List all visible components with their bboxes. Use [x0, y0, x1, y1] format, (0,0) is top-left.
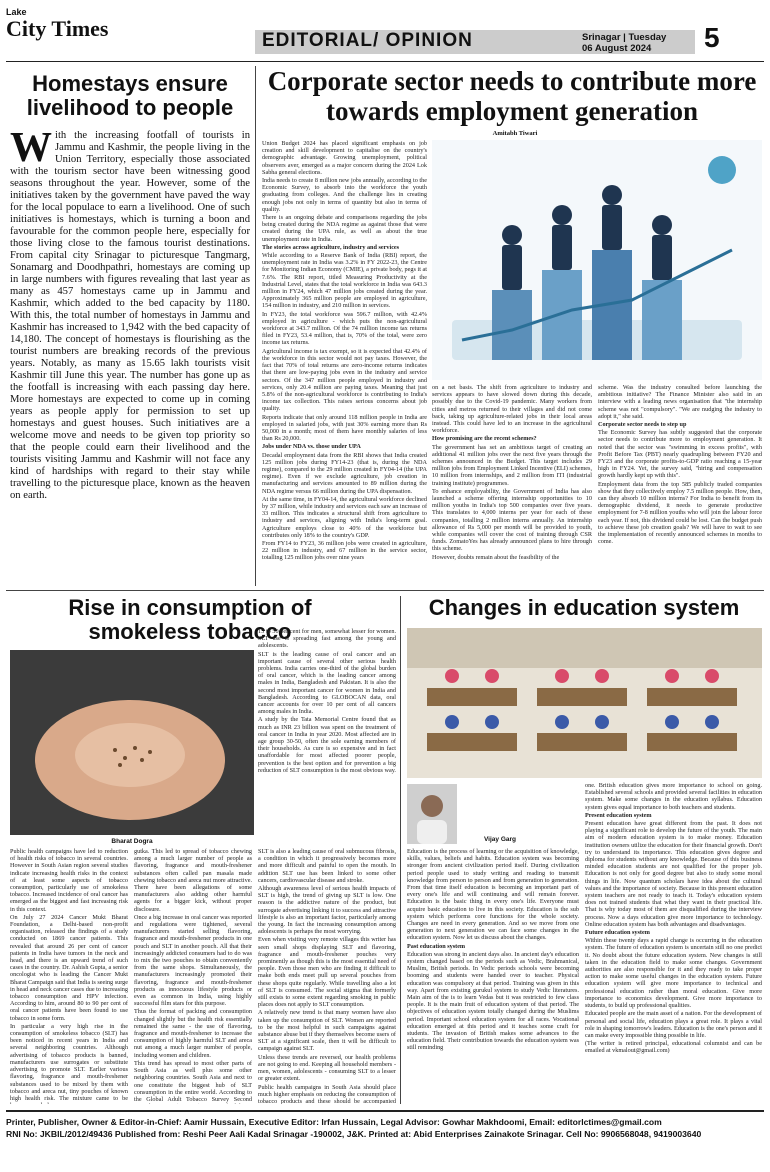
article-paragraph: Present education have great different from the past. It does not playing a significant role to develop the future of the youth. The main aim of modern education system is to make money. Education institution owners utilize the education for their financial growth. Don't try to understand its importance. This education gives degree and diploma for students without any knowledge. Because of this business minded education students are not qualified for the proper job. Education is not only for good degree but also to study some moral things in life. Now quantum scholars have idea about the cultural values and the importance of society. Because in this present education system teachers are not ready to teach it. Today's education system does not trained students that what they want in their practical life. That is why today most of them are disqualified during the interview process. Now a days education give more importance to technology. Online education system has both advantages and disadvantages. [585, 820, 762, 928]
article-paragraph: gutka. This led to spread of tobacco chewing among a much larger number of people as flavoring, fragrance and mouth-freshener substances often called pan masala made chewing tobacco and areca nut more attractive. There have been allegations of some manufacturers also adding other harmful agents for a bigger kick, without proper disclosure. [134, 848, 252, 913]
article-paragraph: Educated people are the main asset of a nation. For the development of personal and social life, education plays a great role. It plays a vital role in shaping tomorrow's leaders. Education is the one's person and it can make every impossible thing possible in life. [585, 1010, 762, 1039]
article-paragraph: Public health campaigns have led to reduction of health risks of tobacco in several countries. However in South Asian region several studies indicate increasing health risks in the context of at least some aspects of tobacco consumption, particularly use of smokeless tobacco. Increased incidence of oral cancer has emerged as the biggest and fast increasing risk in this context. [10, 848, 128, 913]
imprint-line2: RNI No: JKBIL/2012/49436 Published from: Reshi Peer Aali Kadal Srinagar -190002, J&K. Printed at: Abid Enterprises Zainakote Srinagar. Cell No: 9906568048, 9419003640 [6, 1129, 702, 1139]
article-paragraph: The government has set an ambitious target of creating an additional 41 million jobs over the next five years through the schemes announced in the Budget. This target includes 29 million jobs from Employment Linked Incentive (ELI) schemes, 10 million from internships, and 2 million from ITI (industrial training institute) programmes. [432, 443, 592, 487]
article-paragraph: (The writer is retired principal, educational columnist and can be emailed at vkmalout@gmail.com) [585, 1040, 762, 1055]
tobacco-article-col1 [258, 628, 396, 848]
article-paragraph: Within these twenty days a rapid change is occurring in the education system. The future of education system is uncertain still no one predict it. No doubt about the future education system. New changes is still taken in the education field to make some changes. Government authorities are also responsible for it and they ready to take proper action to make some useful changes in the education system. Future education system will give more importance to technical and professional education rather than moral education. Give more importance to economics development. Give more importance to students, to build up professional qualities. [585, 937, 762, 1010]
article-paragraph: Even when visiting very remote villages this writer has seen small shops displaying SLT and flavoring, fragrance and mouth-freshener pouches very prominently as though this is the most essential need of people. Even those men who are finding it difficult to make both ends meet pull up several pouches from these shops quite regularly. While travelling also a lot of SLT is consumed. The social stigma that formerly still exists to some extent regarding smoking in public places does not apply to SLT consumption. [258, 936, 396, 1009]
article-paragraph: Corporate sector needs to step up [598, 421, 687, 429]
section-divider [6, 590, 764, 591]
lower-column-divider [400, 596, 401, 1104]
main-article-col2 [432, 384, 592, 580]
business-people-illustration [432, 140, 762, 380]
article-paragraph: On July 27 2024 Cancer Mukt Bharat Foundation, a Delhi-based non-profit organisation, released the findings of a study conducted on 1869 cancer patients. This revealed that around 26 per cent of cancer patients in India have tumors in the neck and head, and there is an upward trend of such cases in the country. Dr. Ashish Gupta, a senior oncologist who is leading the Cancer Mukt Bharat Campaign said that India is seeing surge in head and neck cancer cases due to increasing tobacco consumption and HPV infection. According to him, around 80 to 90 per cent of oral cancer patients have been found to use tobacco in some form. [10, 913, 128, 1022]
article-paragraph: From FY14 to FY23, 36 million jobs were created in agriculture, 22 million in industry, and 67 million in the service sector, totalling 125 million jobs over nine years [262, 539, 427, 562]
tobacco-article-col2 [10, 848, 128, 1104]
column-divider [255, 66, 256, 586]
article-paragraph: Reports indicate that only around 118 million people in India are employed in salaried jobs, with just 30% earning more than Rs 50,000 in a month; most of them have monthly salaries of less than Rs 20,000. [262, 413, 427, 443]
education-author-caption: Vijay Garg [483, 836, 517, 843]
main-byline: Amitabh Tiwari [492, 130, 538, 137]
tobacco-article-col4 [258, 848, 396, 1104]
tobacco-article-col3 [134, 848, 252, 1104]
education-article-col2 [585, 782, 762, 1104]
article-paragraph: Unless these trends are reversed, our health problems are not going to end. Keeping all household members - men, women, adolescents - consuming SLT to a lesser or greater extent. [258, 1053, 396, 1083]
logo-title: City Times [6, 16, 109, 41]
newspaper-logo [6, 8, 136, 58]
drop-cap: W [10, 130, 52, 171]
article-paragraph: Present education system [585, 811, 652, 819]
tobacco-hand-photo [10, 650, 254, 835]
editorial-text: ith the increasing footfall of tourists in Jammu and Kashmir, the people living in the Union Territory, especially those associated with the tourism sector have been witnessing good seasons throughout the year. However, some of the initiatives taken by the government have paved the way for the local populace to earn a livelihood. One of such initiatives is homestays, which is turning a boon and favourable for the common people here, especially for those living close to the famous tourist destinations. From capital city Srinagar to picturesque Tangmarg, Sonamarg and Doodhpathri, homestays are coming up in large numbers with figures revealing that last year as many as 457 homestays came up in Jammu and Kashmir, which added to the bed capacity by 1180. With this, the total number of homestays in Jammu and Kashmir has increased to 1,942 with the bed capacity of 14,180. The concept of homestays is flourishing as the tourist numbers are breaking records of the previous years. Notably, as many as 15.65 lakh tourists visit Kashmir till June this year. The number has gone up as the footfall is increasing with each passing day here. More homestays are expected to come up in coming years as people apply for permission to set up homestays and guest houses. Such initiatives are a welcome move and needs to be given top priority so that the people could earn their livelihood and the tourists visiting Jammu and Kashmir will not face any kind of hardships with regard to their stay while travelling to the picturesque place, known as the heaven on earth. [10, 130, 250, 501]
article-paragraph: A relatively new trend is that many women have also taken up the consumption of SLT. Women are reported to be the most helpful in such campaigns against substance abuse but if they themselves become users of SLT at a significant scale, then it will be difficult to campaign against SLT. [258, 1009, 396, 1053]
article-paragraph: India needs to create 8 million new jobs annually, according to the Economic Survey, to absorb into the workforce the youth graduating from colleges. And the challenge lies in creating enough jobs not only in terms of quantity but also in terms of quality. [262, 177, 427, 213]
section-title: EDITORIAL/ OPINION [262, 30, 473, 51]
logo-small-text: Lake [6, 7, 27, 17]
main-article-col1 [262, 140, 427, 580]
classroom-photo [407, 628, 762, 778]
education-article-col1 [407, 848, 579, 1104]
article-paragraph: The stories across agriculture, industry and services [262, 243, 400, 251]
tobacco-article-headline: Rise in consumption of smokeless tobacco [68, 595, 312, 644]
article-paragraph: SLT is also a leading cause of oral submucous fibrosis, a condition in which it progressively becomes more and more difficult and painful to open the mouth. In addition SLT use has been linked to some other cancers, cardiovascular disease and stroke. [258, 848, 396, 884]
article-paragraph: To enhance employability, the Government of India has also launched a scheme offering internship opportunities to 10 million youths in India's top 500 companies over five years. This translates to 4,000 interns per year for each of these companies, totalling 2 million interns annually. An internship allowance of Rs 5,000 per month will be provided to youth, while companies will cover the cost of training through CSR funds. ZomatoYes has already announced plans to hire through this scheme. [432, 487, 592, 553]
dateline-date: 06 August 2024 [582, 43, 652, 54]
main-headline: Corporate sector needs to contribute more towards employment generation [267, 66, 757, 126]
dateline-day: Srinagar | Tuesday [582, 32, 667, 43]
article-paragraph: Thus the format of packing and consumption changed slightly but the health risk essentially remained the same - the use of flavoring, fragrance and mouth-freshener to increase the consumption of highly harmful SLT and areca nut among a much larger number of people, including women and children. [134, 1008, 252, 1059]
article-paragraph: Jobs under NDA vs. those under UPA [262, 443, 361, 451]
article-paragraph: How promising are the recent schemes? [432, 435, 537, 443]
article-paragraph: This trend has spread to most other parts of South Asia as well plus some other neighboring countries. South Asia and next to one constitute the biggest hub of SLT consumption in the entire world. According to the Global Adult Tobacco Survey Second [134, 1059, 252, 1103]
article-paragraph: Once a big increase in oral cancer was reported and regulations were tightened, several manufacturers started selling flavoring, fragrance and mouth-freshener products in one pouch and SLT in another pouch. All that their increasingly addicted consumers had to do was to mix the two pouches to obtain conveniently from the same shops. Simultaneously, the manufacturers increasingly promoted their flavoring, fragrance and mouth-freshener products as innocuous lifestyle products or even as common in India, using highly successful film stars for this purpose. [134, 913, 252, 1008]
article-paragraph: Union Budget 2024 has placed significant emphasis on job creation and skill development to capitalise on the country's demographic advantage. Growing unemployment, political observers aver, emerged as a major concern during the 2024 Lok Sabha general elections. [262, 140, 427, 176]
article-paragraph: Future education system [585, 929, 650, 937]
dateline [582, 32, 692, 54]
article-paragraph: Public health campaigns in South Asia should place much higher emphasis on reducing the consumption of tobacco products and these should be accompanied [258, 1083, 396, 1104]
editorial-body [10, 130, 250, 570]
article-paragraph: Decadal employment data from the RBI shows that India created 125 million jobs during FY14-23 (that is, during the NDA regime), compared to the 29 million created in FY04-14 (the UPA regime). Even if we exclude agriculture, job creation in manufacturing and services amounted to 89 million during the NDA regime versus 66 million during the UPA dispensation. [262, 451, 427, 495]
article-paragraph: one. British education gives more importance to school on going. Established several schools and provided several facilities in education system. Make some changes in the education syllabus. Education system gives equal importance to both teachers and students. [585, 782, 762, 811]
main-article-col3 [598, 384, 762, 580]
article-paragraph: In particular a very high rise in the consumption of smokeless tobacco (SLT) has been noticed in recent years in India and several neighboring countries. Although advertising of tobacco products is banned, manufacturers use surrogates or substitute advertising to promote SLT. Earlier various flavoring, fragrance and mouth-freshener substances used to be mixed by them with tobacco and areca nut, tiny pouches of known high health risk. The mixture came to be [10, 1022, 128, 1102]
article-paragraph: Education is the process of learning or the acquisition of knowledge, skills, values, beliefs and habits. Education system was becoming stronger from ancient civilization period itself. During civilization period people used to study writing and reading to transmit knowledge from person to person and from generation to generation. From that time itself education is becoming an important part of every one's life and will continuing and will remain forever. Education is the basic thing in every one's life. Everyone must acquire basic education to live in this society. Education is the sub system which performs core functions for the whole society. Changes are need in every generation. And so we move from one generation to next generation we can face some changes in the education system. Now let us discuss about the changes. [407, 848, 579, 942]
article-paragraph: scheme. Was the industry consulted before launching the ambitious initiative? The Finance Minister also said in an interview with a leading news organisation that "the internship scheme was not "compulsory". "We are nudging the industry to adopt it," she said. [598, 384, 762, 420]
article-paragraph: However, doubts remain about the feasibility of the [432, 553, 560, 561]
article-paragraph: SLT is the leading cause of oral cancer and an important cause of several other serious health problems. India carries one-third of the global burden of oral cancer, which is the leading cancer among males in India, Bangladesh and Pakistan. It is also the second most important cancer for women in India and Bangladesh. According to GLOBOCAN data, oral cancer accounts for over 10 per cent of all cancers among males in India. [258, 650, 396, 716]
article-paragraph: Education was strong in ancient days also. In ancient day's education system changed based on the periods such as Vedic, Brahmanical, Muslim, British periods. In Vedic periods schools were becoming booming and students were handed over to teacher. Physical education was compulsory at that period. Training was given in this way. Apart from existing gurukul system to study Vedic literatures. Main aim of the is to learn Vedas but it was restricted to few class people. It is the main fruit of education system of that period. The objectives of education system totally changed during the Muslims period. Important school education system for all races. Vocational education emerged at this period and it teaches some craft for students. The invasion of British makes some advances to the education field. Their contribution towards the education system was still reminding [407, 950, 579, 1052]
article-paragraph: Employment data from the top 585 publicly traded companies show that they collectively employ 7.5 million people. How, then, can they absorb 10 million interns? For India to benefit from its demographic dividend, it needs to generate productive employment for 7-8 million youths who will join the labour force each year. If not, this dividend could be lost. Can the budget push to achieve these job creation goals? We will have to wait to see the implementation of recently announced schemes in months to come. [598, 480, 762, 546]
tobacco-author-caption: Bharat Dogra [111, 838, 153, 845]
article-paragraph: At the same time, in FY04-14, the agricultural workforce declined by 37 million, while industry and services each saw an increase of 33 million. This indicates a structural shift from agriculture to industry and services, aligning with India's long-term goal. Agriculture employs close to 40% of the workforce but contributes only 18% to the country's GDP. [262, 495, 427, 539]
education-article-headline: Changes in education system [428, 595, 740, 620]
article-paragraph: A study by the Tata Memorial Centre found that as much as INR 23 billion was spent on the treatment of oral cancer in India in year 2020. Most affected are in age group 30-50, often the sole earning members of their households. As cure is so expensive and in fact unaffordable for most affected poorer people, prevention is the best option and for prevention a big reduction of SLT consumption is the most obvious way. [258, 716, 396, 774]
article-paragraph: on a net basis. The shift from agriculture to industry and services appears to have slowed down during this decade, possibly due to the Covid-19 pandemic. Many workers from cities and metros returned to their villages and did not come back, taking up agriculture-related jobs in their local areas instead. This could have led to an increase in the agricultural workforce. [432, 384, 592, 435]
imprint-footer [6, 1110, 764, 1166]
article-paragraph: In FY23, the total workforce was 596.7 million, with 42.4% employed in agriculture - which puts the non-agricultural workforce at 343.7 million. Of the 74 million income tax returns filed in FY23, 53.4 million, that is, 70% of the total, were zero income tax returns. [262, 310, 427, 347]
author-portrait [407, 784, 457, 844]
article-paragraph: There is an ongoing debate and comparisons regarding the jobs being created during the NDA regime as against those that were created during the UPA rule, as well as about the true unemployment rate in India. [262, 214, 427, 243]
page-number: 5 [704, 22, 720, 53]
article-paragraph: Although awareness level of serious health impacts of SLT is high, the trend of giving up SLT is low. One reason is the addictive nature of the product, but surrogate advertising linking it to success and attractive lifestyle is also an important factor, particularly among the young. In fact the increasing consumption among adolescents is perhaps the most worrying. [258, 885, 396, 936]
article-paragraph: Past education system [407, 942, 466, 950]
editorial-headline: Homestays ensure livelihood to people [26, 71, 234, 120]
article-paragraph: The Economic Survey has subtly suggested that the corporate sector needs to contribute more to employment generation. It noted that the sector was "swimming in excess profits", with Profit Before Tax (PBT) nearly quadrupling between FY20 and FY23 and the corporate profits-to-GDP ratio reaching a 15-year high in FY24. Yet, the survey said, "hiring and compensation growth hardly kept up with this". [598, 429, 762, 480]
imprint-line1: Printer, Publisher, Owner & Editor-in-Chief: Aamir Hussain, Executive Editor: Irfan Hussain, Legal Advisor: Gowhar Makhdoomi, Email: editorlctimes@gmail.com [6, 1117, 662, 1127]
article-paragraph: Agricultural income is tax exempt, so it is expected that 42.4% of the workforce in this sector would not pay taxes. However, the fact that 70% of total returns are zero-income returns indicates that there are low-paying jobs even in the industry and service sectors. Of the 347 million people employed in industry and services, only 20.4 million are paying taxes. Meaning that just 5.8% of the non-agricultural workforce is contributing to India's income tax collection. This raises serious concerns about job quality. [262, 347, 427, 413]
article-paragraph: While according to a Reserve Bank of India (RBI) report, the unemployment rate in India was 3.2% in FY 2022-23, the Centre for Monitoring Indian Economy (CMIE), a private body, pegs it at 7.6%. The RBI report, titled Measuring Productivity at the Industrial Level, states that the total workforce in India was 643.3 million in FY24, which 47 million jobs created during the year. Approximately 365 million people are employed in agriculture, 154 million in industry, and 210 million in services. [262, 252, 427, 310]
article-paragraph: 15 to 50 per cent for men, somewhat lesser for women. SLT use is spreading fast among the young and adolescents. [258, 628, 396, 650]
